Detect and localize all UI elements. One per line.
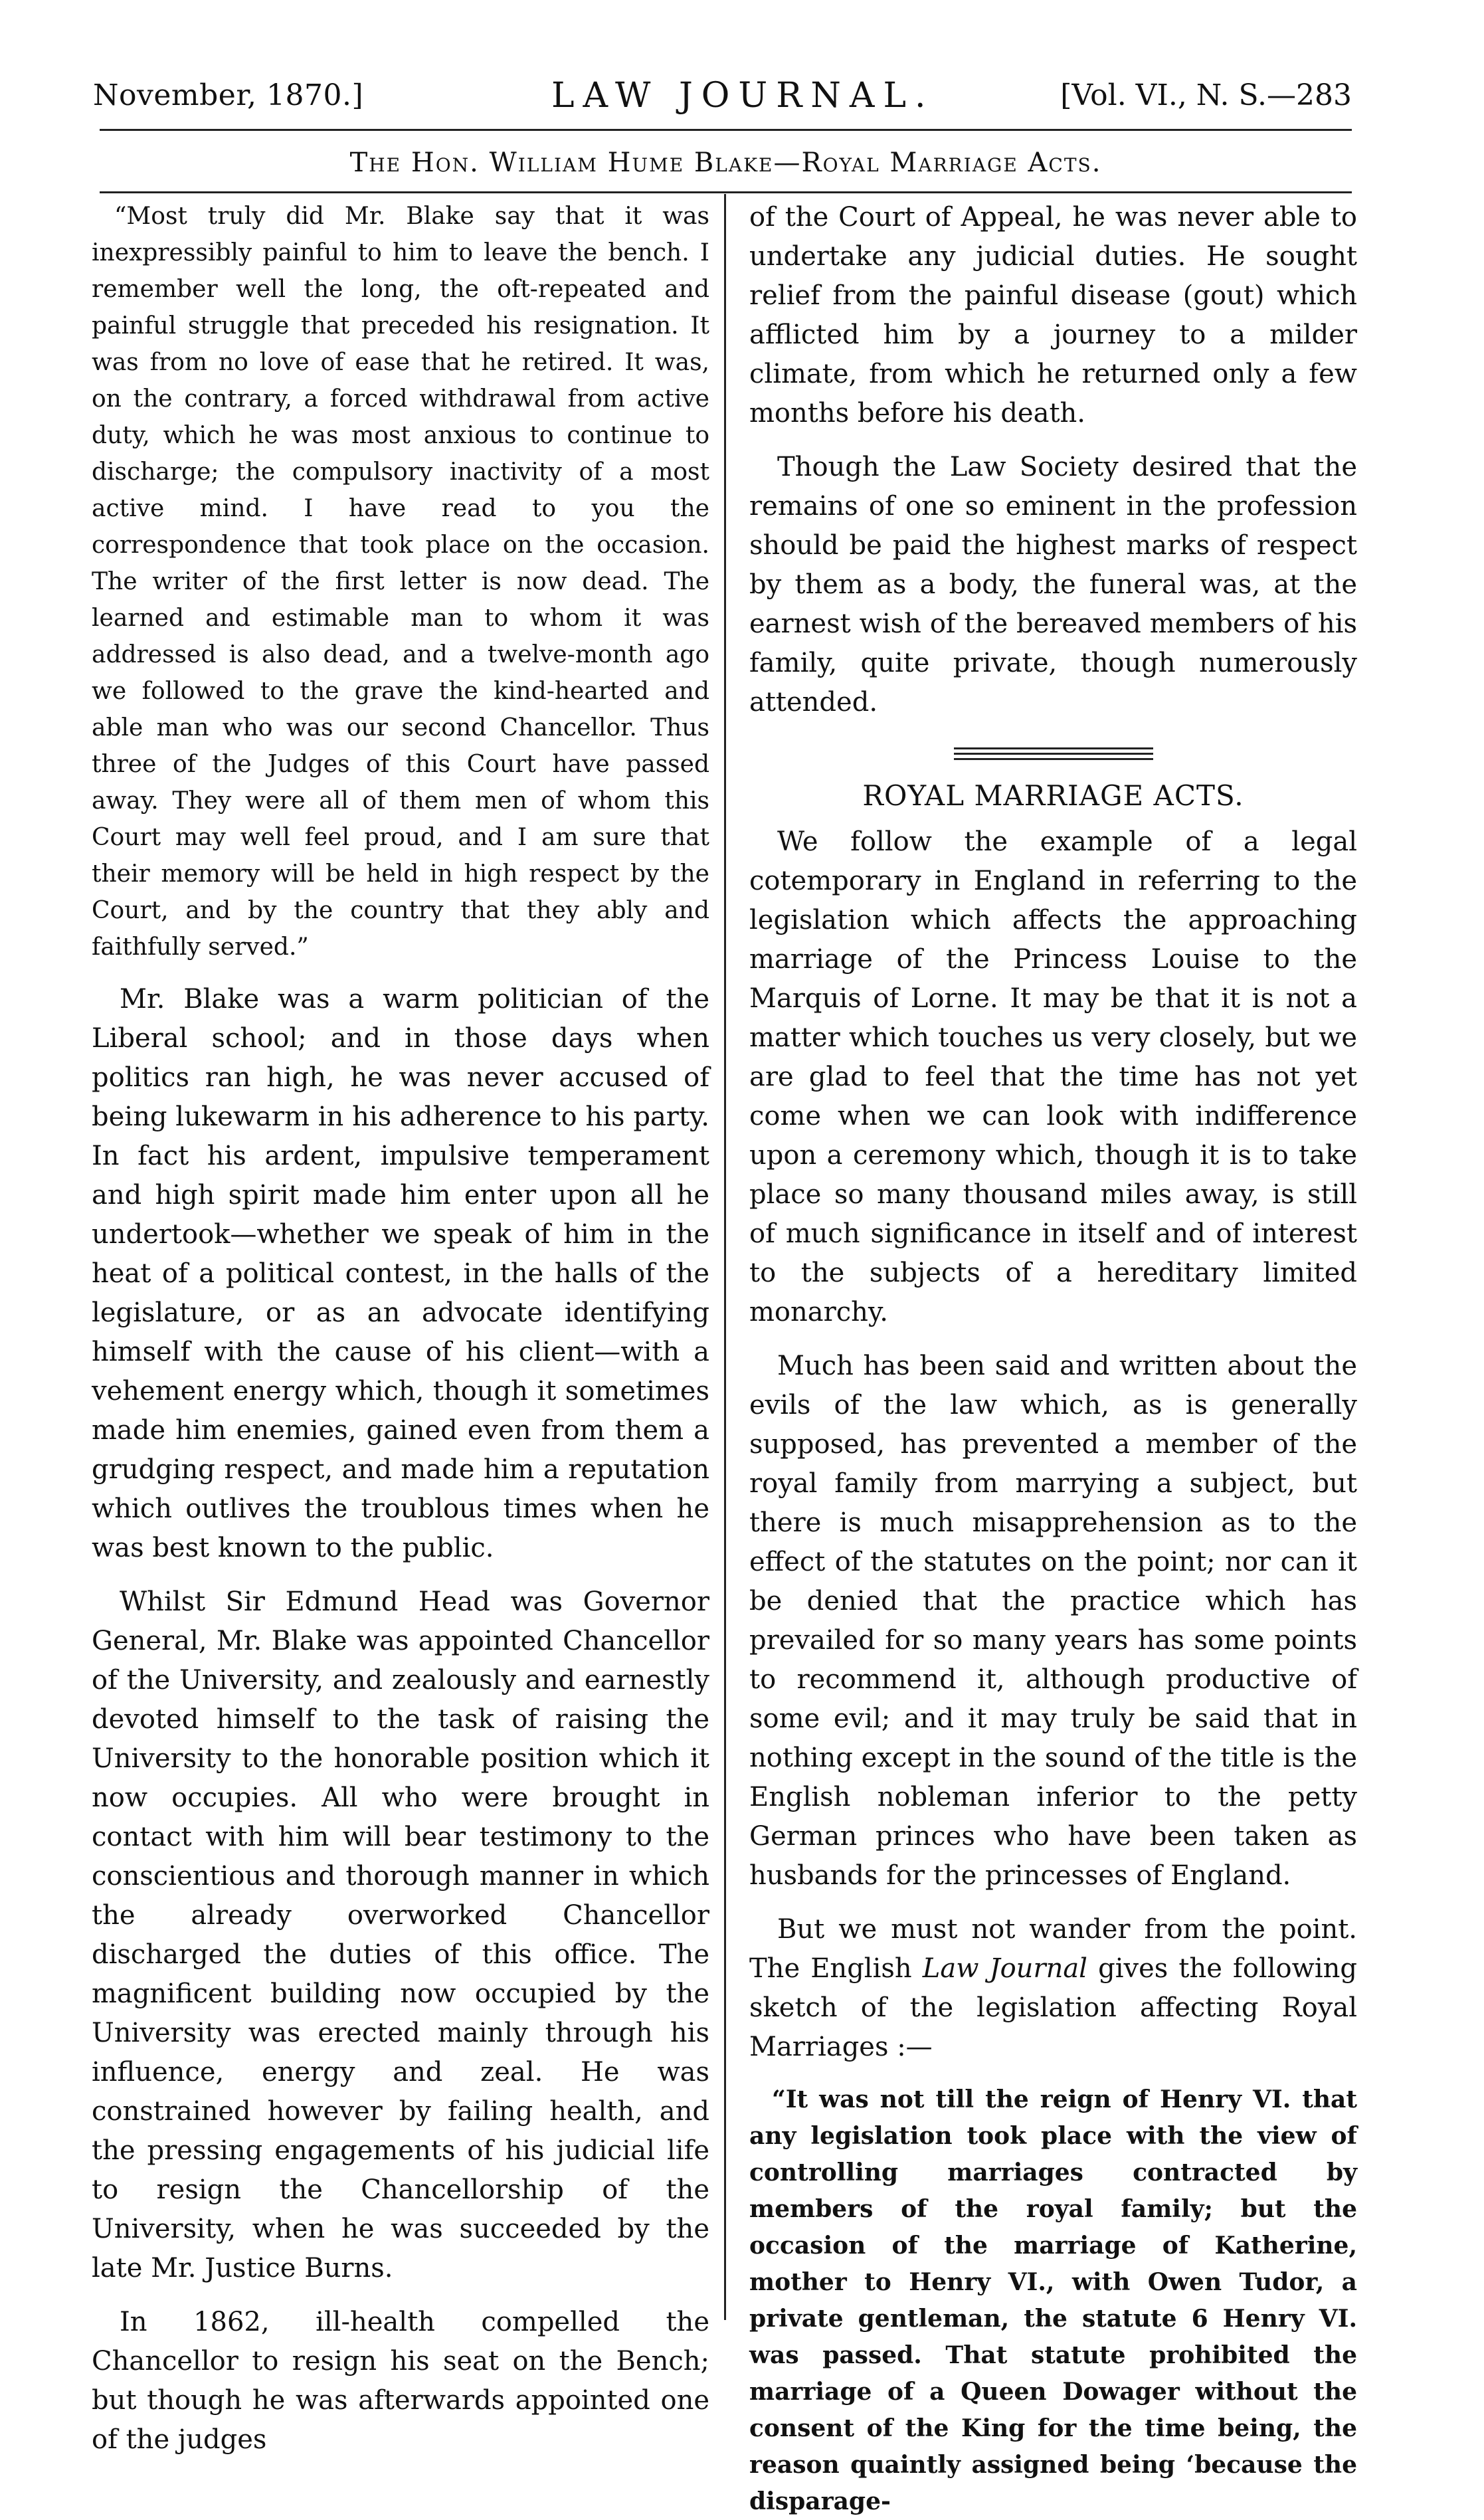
running-head — [93, 78, 1352, 132]
sketch-intro-text: But we must not wander from the point. The English — [749, 1914, 1357, 1984]
section-heading: The Hon. William Hume Blake—Royal Marriage Acts. — [349, 147, 1102, 178]
paragraph-law-journal-sketch — [749, 1910, 1357, 2067]
paragraph-politician: Mr. Blake was a warm politician of the Liberal school; and in those days when politics ran high, he was never accused of being lukewarm in his adherence to his party. In fact his ardent, impulsive temperament and high spirit made him enter upon all he undertook—whether we speak of him in the heat of a political contest, in the halls of the legislature, or as an advocate identifying himself with the cause of his client—with a vehement energy which, though it sometimes made him enemies, gained even from them a grudging respect, and made him a reputation which outlives the troublous times when he was best known to the public. — [92, 984, 709, 1563]
left-column — [92, 198, 709, 2460]
paragraph-chancellor-university: Whilst Sir Edmund Head was Governor General, Mr. Blake was appointed Chancellor of the University, and zealously and earnestly devoted himself to the task of raising the University to the honorable position which it now occupies. All who were brought in contact with him will bear testimony to the conscientious and thorough manner in which the already overworked Chancellor discharged the duties of this office. The magnificent building now occupied by the University was erected mainly through his influence, energy and zeal. He was constrained however by failing health, and the pressing engagements of his judicial life to resign the Chancellorship of the University, when he was succeeded by the late Mr. Justice Burns. — [92, 1587, 709, 2283]
section-ornament-rule — [954, 747, 1153, 759]
blake-tribute-quote: “Most truly did Mr. Blake say that it was inexpressibly painful to him to leave the bench. I remember well the long, the oft-repeated and painful struggle that preceded his resignation. It was from no love of ease that he retired. It was, on the contrary, a forced withdrawal from active duty, which he was most anxious to continue to discharge; the compulsory inactivity of a most active mind. I have read to you the correspondence that took place on the occasion. The writer of the first letter is now dead. The learned and estimable man to whom it was addressed is also dead, and a twelve-month ago we followed to the grave the kind-hearted and able man who was our second Chancellor. Thus three of the Judges of this Court have passed away. They were all of them men of whom this Court may well feel proud, and I am sure that their memory will be held in high respect by the Court, and by the country that they ably and faithfully served.” — [92, 203, 709, 961]
sketch-intro-suffix: gives the following sketch of the legislation affecting Royal Marriages :— — [749, 1953, 1357, 2062]
paragraph-resignation: In 1862, ill-health compelled the Chancellor to resign his seat on the Bench; but though he was afterwards appointed one of the judges — [92, 2307, 709, 2455]
henry-vi-legislation-quote: “It was not till the reign of Henry VI. that any legislation took place with the view of controlling marriages contracted by members of the royal family; but the occasion of the marriage of Katherine, mother to Henry VI., with Owen Tudor, a private gentleman, the statute 6 Henry VI. was passed. That statute prohibited the marriage of a Queen Dowager without the consent of the King for the time being, the reason quaintly assigned being ‘because the disparage- — [749, 2085, 1357, 2515]
law-journal-italic: Law Journal — [922, 1953, 1087, 1984]
column-divider — [724, 194, 726, 2320]
paragraph-legal-cotemporary: We follow the example of a legal cotemporary in England in referring to the legislation which affects the approaching marriage of the Princess Louise to the Marquis of Lorne. It may be that it is not a matter which touches us very closely, but we are glad to feel that the time has not yet come when we can look with indifference upon a ceremony which, though it is to take place so many thousand miles away, is still of much significance in itself and of interest to the subjects of a hereditary limited monarchy. — [749, 826, 1357, 1327]
paragraph-funeral: Though the Law Society desired that the remains of one so eminent in the profession should be paid the highest marks of respect by them as a body, the funeral was, at the earnest wish of the bereaved members of his family, quite private, though numerously attended. — [749, 452, 1357, 718]
header-rule — [100, 129, 1352, 131]
right-column — [749, 198, 1357, 2520]
volume-page-number: [Vol. VI., N. S.—283 — [1060, 78, 1352, 112]
paragraph-court-of-appeal: of the Court of Appeal, he was never able to undertake any judicial duties. He sought relief from the painful disease (gout) which afflicted him by a journey to a milder climate, from which he returned only a few months before his death. — [749, 202, 1357, 429]
journal-title: LAW JOURNAL. — [551, 76, 935, 116]
section-heading-rule — [100, 191, 1352, 193]
article-title: ROYAL MARRIAGE ACTS. — [862, 779, 1244, 812]
issue-date: November, 1870.] — [93, 78, 364, 112]
paragraph-misapprehension: Much has been said and written about the evils of the law which, as is generally supposed, has prevented a member of the royal family from marrying a subject, but there is much misapprehension as to the effect of the statutes on the point; nor can it be denied that the practice which has prevailed for so many years has some points to recommend it, although productive of some evil; and it may truly be said that in nothing except in the sound of the title is the English nobleman inferior to the petty German princes who have been taken as husbands for the princesses of England. — [749, 1351, 1357, 1891]
